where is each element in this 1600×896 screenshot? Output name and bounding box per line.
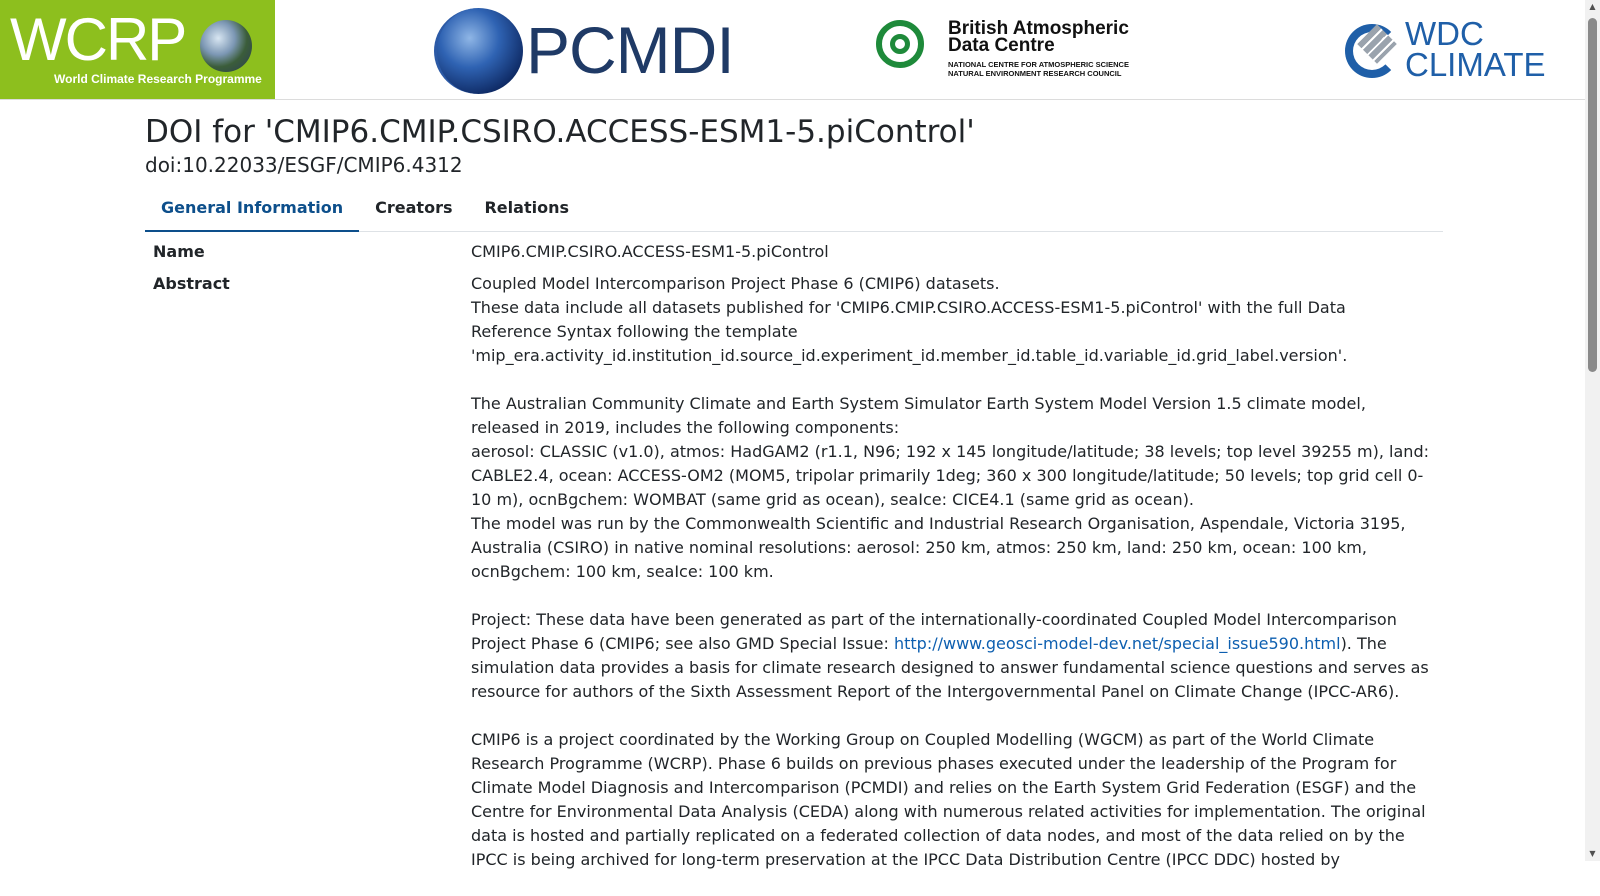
vertical-scrollbar[interactable] — [1585, 0, 1600, 861]
tab-bar — [145, 188, 1443, 232]
abstract-paragraph-3 — [471, 608, 1431, 704]
pcmdi-logo[interactable] — [434, 4, 734, 96]
wdc-logo-text — [1405, 15, 1546, 83]
abstract-paragraph-4: CMIP6 is a project coordinated by the Working Group on Coupled Modelling (WGCM) as part of the World Climate Research Programme (WCRP). Phase 6 builds on previous phases executed under the leadership of the Program for Climate Model Diagnosis and Intercomparison (PCMDI) and relies on the Earth System Grid Federation (ESGF) and the Centre for Environmental Data Analysis (CEDA) along with numerous related activities for implementation. The original data is hosted and partially replicated on a federated collection of data nodes, and most of the data relied on by the IPCC is being archived for long-term preservation at the IPCC Data Distribution Centre (IPCC DDC) hosted by — [471, 730, 1426, 869]
name-label: Name — [153, 242, 205, 261]
name-row — [145, 240, 1443, 264]
badc-subtitle-line1: NATIONAL CENTRE FOR ATMOSPHERIC SCIENCE — [948, 60, 1129, 69]
scroll-down-arrow-icon[interactable]: ▼ — [1589, 849, 1596, 858]
badc-title-line1: British Atmospheric — [948, 18, 1129, 39]
wdc-line2: CLIMATE — [1405, 46, 1546, 83]
badc-logo-subtitle — [948, 60, 1129, 78]
badc-title-line2: Data Centre — [948, 35, 1055, 56]
abstract-row — [145, 272, 1443, 896]
abstract-p2-line3: The model was run by the Commonwealth Scientific and Industrial Research Organisation, Aspendale, Victoria 3195, Australia (CSIRO) in native nominal resolutions: aerosol: 250 km, atmos: 250 km, land: 250 km, ocean: 100 km, ocnBgchem: 100 km, seaIce: 100 km. — [471, 514, 1406, 581]
abstract-p1-line1: Coupled Model Intercomparison Project Phase 6 (CMIP6) datasets. — [471, 274, 1000, 293]
badc-logo-title — [948, 20, 1129, 54]
main-content — [145, 108, 1443, 896]
abstract-label: Abstract — [153, 274, 230, 293]
page-title: DOI for 'CMIP6.CMIP.CSIRO.ACCESS-ESM1-5.piControl' — [145, 114, 975, 150]
logo-header — [0, 0, 1585, 100]
wcrp-logo-subtitle: World Climate Research Programme — [54, 72, 262, 86]
name-value: CMIP6.CMIP.CSIRO.ACCESS-ESM1-5.piControl — [471, 242, 829, 261]
doi-identifier: doi:10.22033/ESGF/CMIP6.4312 — [145, 153, 463, 177]
badc-ring-icon — [876, 20, 924, 68]
scrollbar-thumb[interactable] — [1588, 18, 1597, 372]
abstract-p3-before: Project: These data have been generated as part of the internationally-coordinated Coupled Model Intercomparison Project Phase 6 (CMIP6; see also GMD Special Issue: — [471, 610, 1397, 653]
wcrp-logo-text: WCRP — [10, 6, 186, 73]
badc-subtitle-line2: NATURAL ENVIRONMENT RESEARCH COUNCIL — [948, 69, 1122, 78]
badc-logo[interactable] — [876, 18, 1176, 84]
abstract-p2-line2: aerosol: CLASSIC (v1.0), atmos: HadGAM2 (r1.1, N96; 192 x 145 longitude/latitude; 38 levels; top level 39255 m), land: CABLE2.4, ocean: ACCESS-OM2 (MOM5, tripolar primarily 1deg; 360 x 300 longitude/latitude; 50 levels; top grid cell 0-10 m), ocnBgchem: WOMBAT (same grid as ocean), seaIce: CICE4.1 (same grid as ocean). — [471, 442, 1429, 509]
wcrp-logo[interactable] — [0, 0, 275, 99]
abstract-paragraph-2 — [471, 392, 1431, 584]
tab-relations[interactable]: Relations — [484, 198, 569, 217]
pcmdi-logo-text: PCMDI — [526, 13, 734, 87]
tab-creators[interactable]: Creators — [375, 198, 453, 217]
gmd-special-issue-link[interactable]: http://www.geosci-model-dev.net/special_issue590.html — [893, 634, 1341, 653]
abstract-p3-after: ). The simulation data provides a basis for climate research designed to answer fundamental science questions and serves as resource for authors of the Sixth Assessment Report of the Intergovernmental Panel on Climate Change (IPCC-AR6). — [471, 634, 1429, 701]
abstract-paragraph-1 — [471, 272, 1431, 368]
abstract-value — [471, 272, 1431, 896]
pcmdi-globe-icon — [434, 8, 523, 94]
abstract-p2-line1: The Australian Community Climate and Earth System Simulator Earth System Model Version 1.5 climate model, released in 2019, includes the following components: — [471, 394, 1366, 437]
earth-globe-icon — [200, 20, 252, 72]
tab-general-information[interactable]: General Information — [145, 188, 359, 232]
wdc-climate-logo[interactable] — [1345, 15, 1555, 84]
wdc-line1: WDC — [1405, 15, 1484, 52]
scroll-up-arrow-icon[interactable]: ▲ — [1589, 2, 1596, 11]
abstract-p1-line2: These data include all datasets published for 'CMIP6.CMIP.CSIRO.ACCESS-ESM1-5.piControl' with the full Data Reference Syntax following the template 'mip_era.activity_id.institution_id.source_id.experiment_id.member_id.table_id.variable_id.grid_label.version'. — [471, 298, 1348, 365]
